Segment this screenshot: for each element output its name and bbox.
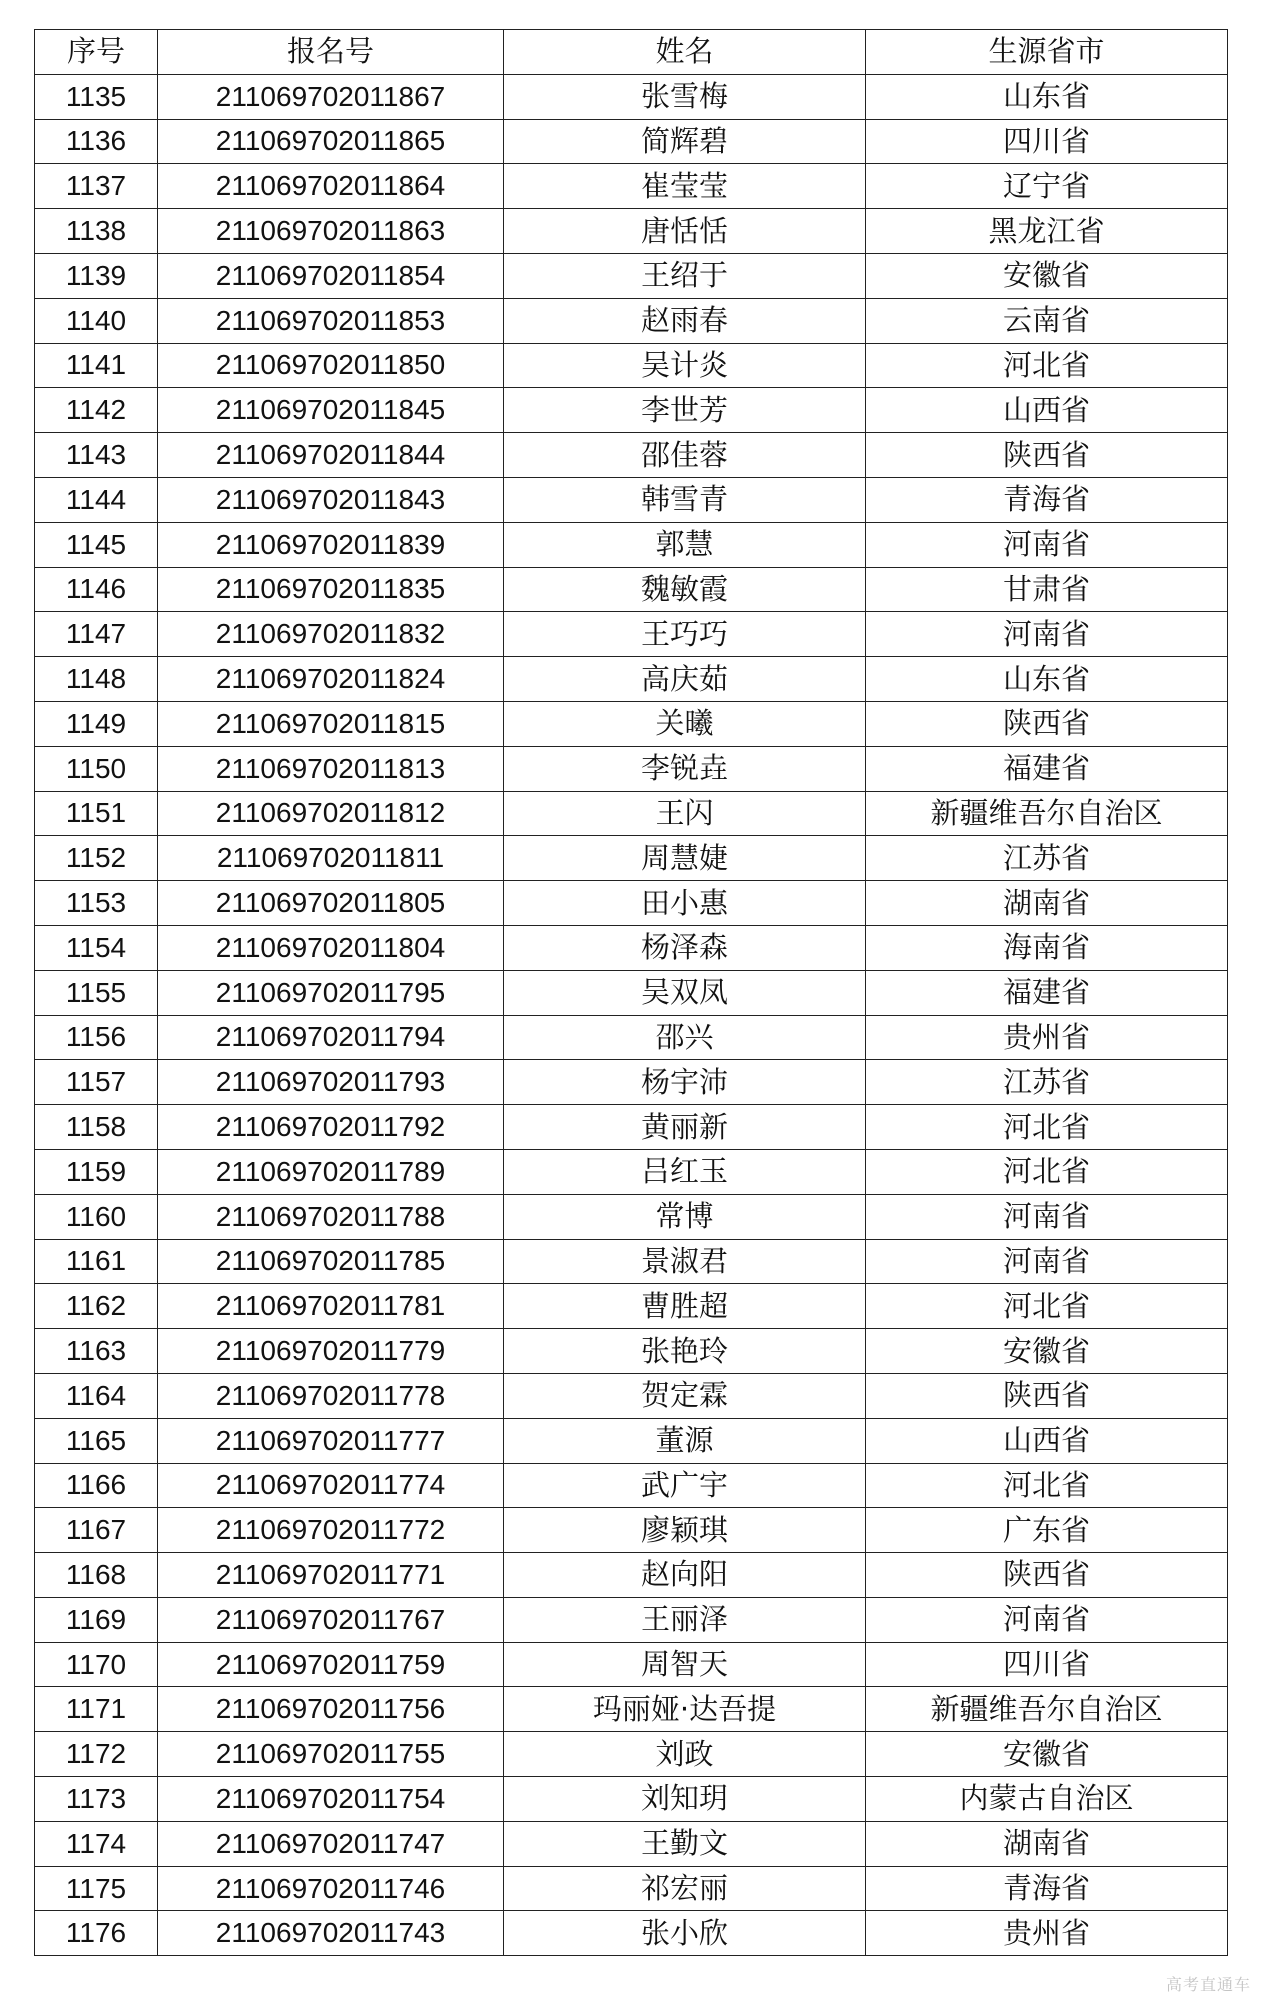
cell-registration-number: 211069702011853: [158, 298, 504, 343]
cell-registration-number: 211069702011772: [158, 1508, 504, 1553]
cell-registration-number: 211069702011863: [158, 209, 504, 254]
header-row: [35, 30, 1228, 75]
cell-name: 简辉碧: [504, 119, 866, 164]
cell-registration-number: 211069702011813: [158, 746, 504, 791]
cell-name: 常博: [504, 1194, 866, 1239]
cell-index: 1151: [35, 791, 158, 836]
cell-province: 贵州省: [866, 1911, 1228, 1956]
cell-index: 1147: [35, 612, 158, 657]
table-body: [35, 74, 1228, 1955]
table-row: [35, 477, 1228, 522]
cell-name: 魏敏霞: [504, 567, 866, 612]
cell-name: 李锐垚: [504, 746, 866, 791]
cell-name: 崔莹莹: [504, 164, 866, 209]
cell-registration-number: 211069702011743: [158, 1911, 504, 1956]
cell-name: 王巧巧: [504, 612, 866, 657]
cell-province: 山东省: [866, 657, 1228, 702]
cell-name: 田小惠: [504, 881, 866, 926]
cell-registration-number: 211069702011867: [158, 74, 504, 119]
cell-province: 河北省: [866, 1105, 1228, 1150]
cell-index: 1172: [35, 1732, 158, 1777]
cell-province: 河北省: [866, 1463, 1228, 1508]
cell-name: 杨宇沛: [504, 1060, 866, 1105]
cell-province: 福建省: [866, 970, 1228, 1015]
cell-name: 李世芳: [504, 388, 866, 433]
cell-registration-number: 211069702011767: [158, 1597, 504, 1642]
cell-province: 贵州省: [866, 1015, 1228, 1060]
cell-registration-number: 211069702011793: [158, 1060, 504, 1105]
cell-name: 张小欣: [504, 1911, 866, 1956]
cell-index: 1137: [35, 164, 158, 209]
cell-name: 董源: [504, 1418, 866, 1463]
cell-province: 湖南省: [866, 1821, 1228, 1866]
cell-province: 新疆维吾尔自治区: [866, 1687, 1228, 1732]
cell-name: 王绍于: [504, 253, 866, 298]
cell-province: 四川省: [866, 1642, 1228, 1687]
cell-province: 陕西省: [866, 1373, 1228, 1418]
cell-province: 青海省: [866, 1866, 1228, 1911]
cell-province: 河南省: [866, 612, 1228, 657]
cell-registration-number: 211069702011774: [158, 1463, 504, 1508]
cell-index: 1140: [35, 298, 158, 343]
table-row: [35, 612, 1228, 657]
cell-province: 海南省: [866, 925, 1228, 970]
table-row: [35, 119, 1228, 164]
cell-index: 1162: [35, 1284, 158, 1329]
cell-province: 江苏省: [866, 1060, 1228, 1105]
table-row: [35, 1329, 1228, 1374]
table-row: [35, 1866, 1228, 1911]
cell-name: 韩雪青: [504, 477, 866, 522]
cell-registration-number: 211069702011785: [158, 1239, 504, 1284]
table-row: [35, 1463, 1228, 1508]
cell-registration-number: 211069702011795: [158, 970, 504, 1015]
table-row: [35, 1105, 1228, 1150]
cell-registration-number: 211069702011788: [158, 1194, 504, 1239]
cell-registration-number: 211069702011812: [158, 791, 504, 836]
cell-province: 安徽省: [866, 253, 1228, 298]
table-row: [35, 1911, 1228, 1956]
table-row: [35, 522, 1228, 567]
cell-province: 河北省: [866, 1284, 1228, 1329]
cell-name: 玛丽娅·达吾提: [504, 1687, 866, 1732]
cell-name: 祁宏丽: [504, 1866, 866, 1911]
cell-registration-number: 211069702011811: [158, 836, 504, 881]
cell-index: 1135: [35, 74, 158, 119]
cell-name: 唐恬恬: [504, 209, 866, 254]
cell-index: 1174: [35, 1821, 158, 1866]
cell-registration-number: 211069702011771: [158, 1553, 504, 1598]
cell-index: 1156: [35, 1015, 158, 1060]
cell-registration-number: 211069702011850: [158, 343, 504, 388]
cell-registration-number: 211069702011832: [158, 612, 504, 657]
cell-index: 1141: [35, 343, 158, 388]
cell-index: 1143: [35, 433, 158, 478]
cell-index: 1149: [35, 701, 158, 746]
cell-province: 辽宁省: [866, 164, 1228, 209]
table-header: [35, 30, 1228, 75]
table-row: [35, 1060, 1228, 1105]
cell-province: 河北省: [866, 343, 1228, 388]
cell-province: 四川省: [866, 119, 1228, 164]
cell-index: 1148: [35, 657, 158, 702]
table-row: [35, 657, 1228, 702]
cell-province: 河南省: [866, 1597, 1228, 1642]
table-row: [35, 701, 1228, 746]
cell-province: 甘肃省: [866, 567, 1228, 612]
cell-province: 河南省: [866, 1194, 1228, 1239]
cell-index: 1153: [35, 881, 158, 926]
table-row: [35, 791, 1228, 836]
table-row: [35, 1642, 1228, 1687]
table-row: [35, 1553, 1228, 1598]
cell-name: 杨泽森: [504, 925, 866, 970]
table-row: [35, 253, 1228, 298]
cell-registration-number: 211069702011756: [158, 1687, 504, 1732]
cell-name: 刘政: [504, 1732, 866, 1777]
cell-name: 周慧婕: [504, 836, 866, 881]
cell-province: 陕西省: [866, 433, 1228, 478]
cell-index: 1166: [35, 1463, 158, 1508]
cell-registration-number: 211069702011777: [158, 1418, 504, 1463]
cell-province: 河北省: [866, 1149, 1228, 1194]
table-row: [35, 74, 1228, 119]
table-row: [35, 1687, 1228, 1732]
cell-index: 1173: [35, 1777, 158, 1822]
cell-index: 1158: [35, 1105, 158, 1150]
cell-registration-number: 211069702011845: [158, 388, 504, 433]
table-row: [35, 433, 1228, 478]
table-row: [35, 1508, 1228, 1553]
cell-index: 1163: [35, 1329, 158, 1374]
cell-index: 1157: [35, 1060, 158, 1105]
cell-registration-number: 211069702011815: [158, 701, 504, 746]
cell-name: 王闪: [504, 791, 866, 836]
cell-name: 吴计炎: [504, 343, 866, 388]
roster-table: [34, 29, 1228, 1956]
table-row: [35, 209, 1228, 254]
cell-registration-number: 211069702011781: [158, 1284, 504, 1329]
cell-province: 山西省: [866, 388, 1228, 433]
cell-index: 1171: [35, 1687, 158, 1732]
cell-name: 王丽泽: [504, 1597, 866, 1642]
header-index: 序号: [35, 30, 158, 75]
cell-index: 1175: [35, 1866, 158, 1911]
table-row: [35, 1597, 1228, 1642]
cell-registration-number: 211069702011746: [158, 1866, 504, 1911]
header-name: 姓名: [504, 30, 866, 75]
table-row: [35, 881, 1228, 926]
cell-index: 1139: [35, 253, 158, 298]
cell-registration-number: 211069702011864: [158, 164, 504, 209]
header-registration-number: 报名号: [158, 30, 504, 75]
cell-index: 1165: [35, 1418, 158, 1463]
cell-province: 湖南省: [866, 881, 1228, 926]
cell-index: 1155: [35, 970, 158, 1015]
table-row: [35, 567, 1228, 612]
cell-name: 廖颖琪: [504, 1508, 866, 1553]
table-row: [35, 1194, 1228, 1239]
cell-index: 1167: [35, 1508, 158, 1553]
cell-index: 1164: [35, 1373, 158, 1418]
cell-province: 江苏省: [866, 836, 1228, 881]
cell-province: 陕西省: [866, 701, 1228, 746]
cell-registration-number: 211069702011789: [158, 1149, 504, 1194]
cell-registration-number: 211069702011824: [158, 657, 504, 702]
cell-name: 赵向阳: [504, 1553, 866, 1598]
cell-province: 安徽省: [866, 1732, 1228, 1777]
cell-province: 山东省: [866, 74, 1228, 119]
table-row: [35, 1373, 1228, 1418]
cell-registration-number: 211069702011747: [158, 1821, 504, 1866]
cell-registration-number: 211069702011759: [158, 1642, 504, 1687]
cell-registration-number: 211069702011865: [158, 119, 504, 164]
cell-name: 邵佳蓉: [504, 433, 866, 478]
cell-registration-number: 211069702011778: [158, 1373, 504, 1418]
cell-registration-number: 211069702011754: [158, 1777, 504, 1822]
cell-province: 广东省: [866, 1508, 1228, 1553]
table-row: [35, 1821, 1228, 1866]
table-row: [35, 343, 1228, 388]
header-province: 生源省市: [866, 30, 1228, 75]
cell-registration-number: 211069702011779: [158, 1329, 504, 1374]
cell-name: 邵兴: [504, 1015, 866, 1060]
table-row: [35, 164, 1228, 209]
cell-name: 吕红玉: [504, 1149, 866, 1194]
cell-registration-number: 211069702011805: [158, 881, 504, 926]
cell-province: 安徽省: [866, 1329, 1228, 1374]
cell-name: 张艳玲: [504, 1329, 866, 1374]
table-row: [35, 1149, 1228, 1194]
cell-name: 赵雨春: [504, 298, 866, 343]
cell-registration-number: 211069702011835: [158, 567, 504, 612]
table-row: [35, 1015, 1228, 1060]
table-row: [35, 388, 1228, 433]
cell-name: 曹胜超: [504, 1284, 866, 1329]
cell-name: 景淑君: [504, 1239, 866, 1284]
cell-index: 1146: [35, 567, 158, 612]
cell-registration-number: 211069702011792: [158, 1105, 504, 1150]
table-row: [35, 298, 1228, 343]
cell-province: 福建省: [866, 746, 1228, 791]
cell-registration-number: 211069702011854: [158, 253, 504, 298]
cell-province: 内蒙古自治区: [866, 1777, 1228, 1822]
cell-name: 周智天: [504, 1642, 866, 1687]
cell-name: 张雪梅: [504, 74, 866, 119]
cell-index: 1154: [35, 925, 158, 970]
cell-registration-number: 211069702011755: [158, 1732, 504, 1777]
table-row: [35, 970, 1228, 1015]
cell-province: 云南省: [866, 298, 1228, 343]
table-row: [35, 746, 1228, 791]
table-row: [35, 1777, 1228, 1822]
cell-name: 刘知玥: [504, 1777, 866, 1822]
cell-index: 1150: [35, 746, 158, 791]
cell-index: 1144: [35, 477, 158, 522]
cell-index: 1145: [35, 522, 158, 567]
cell-index: 1142: [35, 388, 158, 433]
cell-registration-number: 211069702011794: [158, 1015, 504, 1060]
cell-index: 1136: [35, 119, 158, 164]
cell-index: 1169: [35, 1597, 158, 1642]
cell-index: 1160: [35, 1194, 158, 1239]
cell-name: 吴双凤: [504, 970, 866, 1015]
cell-registration-number: 211069702011839: [158, 522, 504, 567]
cell-name: 贺定霖: [504, 1373, 866, 1418]
cell-registration-number: 211069702011844: [158, 433, 504, 478]
cell-province: 河南省: [866, 1239, 1228, 1284]
cell-province: 黑龙江省: [866, 209, 1228, 254]
cell-province: 陕西省: [866, 1553, 1228, 1598]
cell-index: 1138: [35, 209, 158, 254]
cell-index: 1161: [35, 1239, 158, 1284]
cell-name: 王勤文: [504, 1821, 866, 1866]
cell-name: 武广宇: [504, 1463, 866, 1508]
cell-registration-number: 211069702011804: [158, 925, 504, 970]
cell-province: 山西省: [866, 1418, 1228, 1463]
cell-province: 新疆维吾尔自治区: [866, 791, 1228, 836]
table-row: [35, 1732, 1228, 1777]
cell-index: 1176: [35, 1911, 158, 1956]
cell-index: 1159: [35, 1149, 158, 1194]
table-row: [35, 1418, 1228, 1463]
cell-index: 1152: [35, 836, 158, 881]
cell-registration-number: 211069702011843: [158, 477, 504, 522]
cell-name: 关曦: [504, 701, 866, 746]
cell-name: 郭慧: [504, 522, 866, 567]
cell-name: 高庆茹: [504, 657, 866, 702]
watermark-text: 高考直通车: [1165, 1975, 1251, 1994]
cell-province: 河南省: [866, 522, 1228, 567]
cell-name: 黄丽新: [504, 1105, 866, 1150]
table-row: [35, 1239, 1228, 1284]
cell-index: 1168: [35, 1553, 158, 1598]
table-row: [35, 1284, 1228, 1329]
cell-province: 青海省: [866, 477, 1228, 522]
table-row: [35, 925, 1228, 970]
table-row: [35, 836, 1228, 881]
cell-index: 1170: [35, 1642, 158, 1687]
